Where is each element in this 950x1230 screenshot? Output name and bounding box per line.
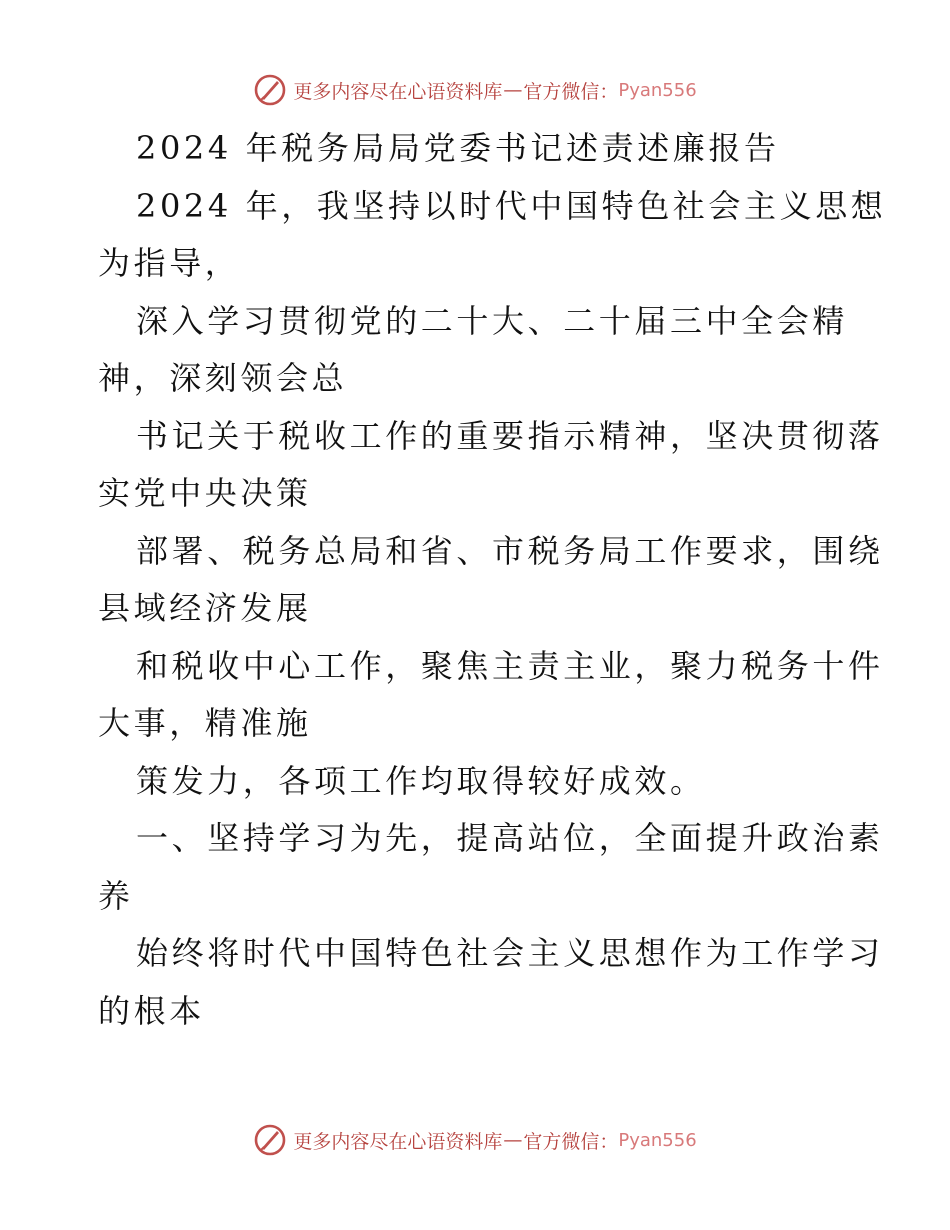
text-line: 为指导， xyxy=(98,244,241,282)
text-line: 神，深刻领会总 xyxy=(98,359,348,397)
text-line: 实党中央决策 xyxy=(98,474,312,512)
watermark-separator: — xyxy=(503,79,523,101)
text-line: 策发力，各项工作均取得较好成效。 xyxy=(136,761,706,800)
text-line: 的根本 xyxy=(98,991,205,1030)
text-line: 一、坚持学习为先，提高站位，全面提升政治素 xyxy=(136,819,884,857)
text-line: 县域经济发展 xyxy=(98,589,312,627)
text-line: 和税收中心工作，聚焦主责主业，聚力税务十件 xyxy=(136,646,884,685)
header-watermark xyxy=(0,70,950,110)
document-body xyxy=(98,120,887,1040)
quill-circle-icon xyxy=(253,1123,287,1157)
watermark-wechat-id: Pyan556 xyxy=(618,1129,697,1151)
document-paragraphs xyxy=(98,178,887,1041)
text-line: 始终将时代中国特色社会主义思想作为工作学习 xyxy=(136,934,884,972)
text-line: 书记关于税收工作的重要指示精神，坚决贯彻落 xyxy=(136,416,884,455)
watermark-wechat-id: Pyan556 xyxy=(618,79,697,101)
watermark-site: 更多内容尽在心语资料库 xyxy=(293,1130,503,1153)
text-line: 2024 年，我坚持以时代中国特色社会主义思想 xyxy=(136,186,887,225)
document-title: 2024 年税务局局党委书记述责述廉报告 xyxy=(136,129,780,167)
watermark-site: 更多内容尽在心语资料库 xyxy=(293,80,503,103)
quill-circle-icon xyxy=(253,73,287,107)
text-line: 大事，精准施 xyxy=(98,704,312,742)
watermark-wechat-label: 官方微信： xyxy=(523,1130,619,1153)
footer-watermark xyxy=(0,1120,950,1160)
text-line: 养 xyxy=(98,876,134,915)
watermark-wechat-label: 官方微信： xyxy=(523,80,619,103)
text-line: 深入学习贯彻党的二十大、二十届三中全会精 xyxy=(136,301,849,340)
watermark-separator: — xyxy=(503,1129,523,1151)
text-line: 部署、税务总局和省、市税务局工作要求，围绕 xyxy=(136,531,884,570)
